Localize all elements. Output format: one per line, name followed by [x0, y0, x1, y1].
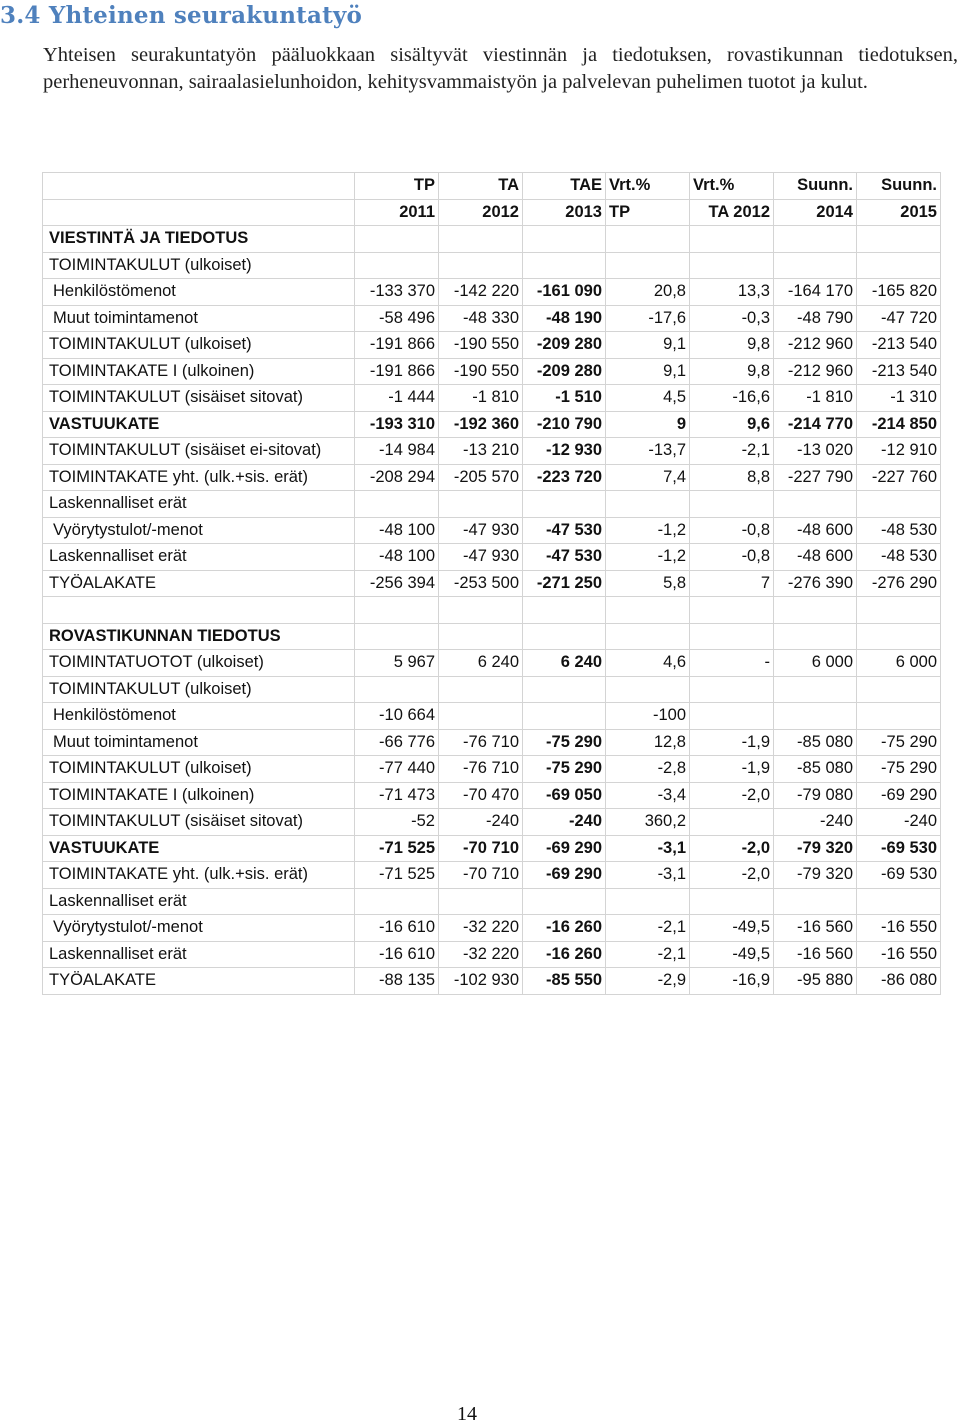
value-cell [523, 252, 606, 279]
value-cell: -16 610 [355, 915, 439, 942]
value-cell: -75 290 [857, 729, 941, 756]
value-cell: -16,9 [690, 968, 774, 995]
table-row [43, 491, 941, 518]
value-cell: 360,2 [606, 809, 690, 836]
value-cell [857, 491, 941, 518]
row-label: TOIMINTAKULUT (ulkoiset) [43, 756, 355, 783]
value-cell: -191 866 [355, 358, 439, 385]
value-cell: -133 370 [355, 279, 439, 306]
table-row [43, 915, 941, 942]
value-cell: -190 550 [439, 332, 523, 359]
value-cell: -1 810 [774, 385, 857, 412]
value-cell: 6 000 [857, 650, 941, 677]
value-cell [523, 226, 606, 253]
value-cell: 9 [606, 411, 690, 438]
value-cell: -79 320 [774, 835, 857, 862]
value-cell [857, 226, 941, 253]
value-cell: -71 525 [355, 862, 439, 889]
value-cell: -0,8 [690, 544, 774, 571]
value-cell: -227 760 [857, 464, 941, 491]
value-cell [690, 676, 774, 703]
table-row [43, 544, 941, 571]
value-cell: -32 220 [439, 941, 523, 968]
value-cell [523, 676, 606, 703]
value-cell: 9,8 [690, 358, 774, 385]
value-cell: -69 530 [857, 862, 941, 889]
value-cell [523, 888, 606, 915]
value-cell [439, 676, 523, 703]
table-row [43, 650, 941, 677]
row-label: Henkilöstömenot [43, 279, 355, 306]
value-cell: -16 550 [857, 941, 941, 968]
value-cell [606, 676, 690, 703]
value-cell [690, 226, 774, 253]
value-cell [606, 226, 690, 253]
row-label: TOIMINTAKULUT (sisäiset sitovat) [43, 385, 355, 412]
value-cell [690, 597, 774, 624]
row-label: VASTUUKATE [43, 835, 355, 862]
value-cell: -213 540 [857, 332, 941, 359]
row-label: TOIMINTAKATE I (ulkoinen) [43, 358, 355, 385]
value-cell: -212 960 [774, 332, 857, 359]
value-cell [523, 703, 606, 730]
row-label: Henkilöstömenot [43, 703, 355, 730]
value-cell: 7 [690, 570, 774, 597]
table-row [43, 252, 941, 279]
header-cell: 2015 [857, 199, 941, 226]
header-cell: TP [606, 199, 690, 226]
header-row-1 [43, 173, 941, 200]
value-cell: -1 444 [355, 385, 439, 412]
value-cell: -48 530 [857, 544, 941, 571]
row-label: ROVASTIKUNNAN TIEDOTUS [43, 623, 355, 650]
value-cell [355, 252, 439, 279]
value-cell: -209 280 [523, 332, 606, 359]
row-label: Vyörytystulot/-menot [43, 915, 355, 942]
row-label: TYÖALAKATE [43, 968, 355, 995]
value-cell [774, 597, 857, 624]
value-cell: -240 [774, 809, 857, 836]
value-cell [774, 623, 857, 650]
table-row [43, 597, 941, 624]
header-cell: 2012 [439, 199, 523, 226]
value-cell: -240 [857, 809, 941, 836]
value-cell: -102 930 [439, 968, 523, 995]
value-cell: -32 220 [439, 915, 523, 942]
table-row [43, 782, 941, 809]
table-row [43, 438, 941, 465]
header-cell: TA [439, 173, 523, 200]
table-row [43, 809, 941, 836]
value-cell: -16 550 [857, 915, 941, 942]
table-row [43, 888, 941, 915]
value-cell: -223 720 [523, 464, 606, 491]
value-cell: -161 090 [523, 279, 606, 306]
value-cell [857, 703, 941, 730]
value-cell: -276 290 [857, 570, 941, 597]
value-cell: -14 984 [355, 438, 439, 465]
value-cell: 20,8 [606, 279, 690, 306]
value-cell [355, 491, 439, 518]
value-cell [523, 623, 606, 650]
value-cell: -240 [523, 809, 606, 836]
value-cell: -16,6 [690, 385, 774, 412]
value-cell [439, 623, 523, 650]
header-row-2 [43, 199, 941, 226]
value-cell: -191 866 [355, 332, 439, 359]
value-cell: -1 310 [857, 385, 941, 412]
value-cell: -2,1 [690, 438, 774, 465]
value-cell: -79 080 [774, 782, 857, 809]
table-row [43, 332, 941, 359]
value-cell [439, 252, 523, 279]
value-cell [355, 226, 439, 253]
value-cell: -3,1 [606, 835, 690, 862]
page-number: 14 [457, 1403, 477, 1425]
value-cell [523, 597, 606, 624]
value-cell: -70 470 [439, 782, 523, 809]
value-cell [355, 888, 439, 915]
value-cell: -75 290 [523, 729, 606, 756]
value-cell: -86 080 [857, 968, 941, 995]
value-cell: -49,5 [690, 915, 774, 942]
value-cell [523, 491, 606, 518]
value-cell: -227 790 [774, 464, 857, 491]
value-cell [439, 226, 523, 253]
value-cell: -13,7 [606, 438, 690, 465]
row-label: Muut toimintamenot [43, 305, 355, 332]
table-row [43, 862, 941, 889]
value-cell: -76 710 [439, 729, 523, 756]
row-label: TOIMINTATUOTOT (ulkoiset) [43, 650, 355, 677]
value-cell: -47 720 [857, 305, 941, 332]
value-cell [606, 888, 690, 915]
header-cell: TP [355, 173, 439, 200]
header-corner [43, 199, 355, 226]
value-cell: 9,6 [690, 411, 774, 438]
row-label: TOIMINTAKATE yht. (ulk.+sis. erät) [43, 464, 355, 491]
table-row [43, 570, 941, 597]
row-label: TOIMINTAKATE yht. (ulk.+sis. erät) [43, 862, 355, 889]
value-cell: -214 850 [857, 411, 941, 438]
value-cell: -48 330 [439, 305, 523, 332]
value-cell [690, 809, 774, 836]
value-cell: -47 530 [523, 517, 606, 544]
value-cell: -210 790 [523, 411, 606, 438]
row-label: TOIMINTAKATE I (ulkoinen) [43, 782, 355, 809]
header-cell: TA 2012 [690, 199, 774, 226]
value-cell: -2,0 [690, 835, 774, 862]
value-cell: -2,8 [606, 756, 690, 783]
row-label: TOIMINTAKULUT (sisäiset ei-sitovat) [43, 438, 355, 465]
row-label: Laskennalliset erät [43, 888, 355, 915]
value-cell: -2,1 [606, 941, 690, 968]
value-cell: -48 190 [523, 305, 606, 332]
value-cell: -88 135 [355, 968, 439, 995]
value-cell: -213 540 [857, 358, 941, 385]
header-cell: Vrt.% [606, 173, 690, 200]
value-cell: -1 810 [439, 385, 523, 412]
table-row [43, 411, 941, 438]
value-cell: -142 220 [439, 279, 523, 306]
value-cell: -2,0 [690, 782, 774, 809]
value-cell [857, 676, 941, 703]
value-cell: 9,8 [690, 332, 774, 359]
header-cell: Suunn. [857, 173, 941, 200]
header-cell: Vrt.% [690, 173, 774, 200]
value-cell [355, 676, 439, 703]
value-cell [774, 703, 857, 730]
table-row [43, 517, 941, 544]
value-cell: 6 000 [774, 650, 857, 677]
value-cell [606, 491, 690, 518]
value-cell: -212 960 [774, 358, 857, 385]
value-cell: -256 394 [355, 570, 439, 597]
value-cell: -1,9 [690, 729, 774, 756]
value-cell: -69 290 [523, 835, 606, 862]
row-label: Muut toimintamenot [43, 729, 355, 756]
value-cell [606, 252, 690, 279]
value-cell: -47 930 [439, 517, 523, 544]
value-cell: 8,8 [690, 464, 774, 491]
value-cell: -48 790 [774, 305, 857, 332]
value-cell: 12,8 [606, 729, 690, 756]
section-heading: 3.4 Yhteinen seurakuntatyö [0, 2, 363, 29]
value-cell: -2,0 [690, 862, 774, 889]
value-cell [857, 623, 941, 650]
table-row [43, 676, 941, 703]
value-cell: -16 560 [774, 915, 857, 942]
value-cell: 5 967 [355, 650, 439, 677]
value-cell [606, 623, 690, 650]
value-cell [774, 226, 857, 253]
value-cell: -77 440 [355, 756, 439, 783]
value-cell [774, 252, 857, 279]
section-header-row [43, 226, 941, 253]
row-label: TOIMINTAKULUT (ulkoiset) [43, 676, 355, 703]
table-row [43, 305, 941, 332]
value-cell: -95 880 [774, 968, 857, 995]
row-label: TOIMINTAKULUT (ulkoiset) [43, 252, 355, 279]
value-cell: -209 280 [523, 358, 606, 385]
value-cell: -12 910 [857, 438, 941, 465]
value-cell: -1,2 [606, 517, 690, 544]
value-cell: 4,6 [606, 650, 690, 677]
value-cell: -85 080 [774, 729, 857, 756]
value-cell: -192 360 [439, 411, 523, 438]
value-cell: -85 550 [523, 968, 606, 995]
value-cell: -164 170 [774, 279, 857, 306]
table-row [43, 835, 941, 862]
row-label: VIESTINTÄ JA TIEDOTUS [43, 226, 355, 253]
header-cell: 2013 [523, 199, 606, 226]
table-row [43, 941, 941, 968]
value-cell [690, 252, 774, 279]
value-cell: -70 710 [439, 862, 523, 889]
value-cell: -47 530 [523, 544, 606, 571]
value-cell: 4,5 [606, 385, 690, 412]
value-cell [857, 252, 941, 279]
section-header-row [43, 623, 941, 650]
value-cell: -75 290 [523, 756, 606, 783]
value-cell: 13,3 [690, 279, 774, 306]
value-cell: -12 930 [523, 438, 606, 465]
value-cell: -58 496 [355, 305, 439, 332]
value-cell: -48 600 [774, 517, 857, 544]
value-cell: -69 290 [857, 782, 941, 809]
value-cell: -70 710 [439, 835, 523, 862]
value-cell [857, 597, 941, 624]
value-cell: 6 240 [523, 650, 606, 677]
value-cell: -1 510 [523, 385, 606, 412]
value-cell: - [690, 650, 774, 677]
value-cell: -3,4 [606, 782, 690, 809]
row-label: Vyörytystulot/-menot [43, 517, 355, 544]
row-label: TOIMINTAKULUT (sisäiset sitovat) [43, 809, 355, 836]
value-cell: -165 820 [857, 279, 941, 306]
value-cell: 9,1 [606, 358, 690, 385]
value-cell: 6 240 [439, 650, 523, 677]
value-cell: 7,4 [606, 464, 690, 491]
value-cell: -66 776 [355, 729, 439, 756]
value-cell: -69 530 [857, 835, 941, 862]
value-cell: -205 570 [439, 464, 523, 491]
value-cell [606, 597, 690, 624]
value-cell: -48 530 [857, 517, 941, 544]
value-cell: -69 290 [523, 862, 606, 889]
value-cell: -276 390 [774, 570, 857, 597]
value-cell: -3,1 [606, 862, 690, 889]
value-cell: -13 020 [774, 438, 857, 465]
value-cell: -190 550 [439, 358, 523, 385]
value-cell: -214 770 [774, 411, 857, 438]
value-cell: -1,9 [690, 756, 774, 783]
budget-table [42, 172, 941, 995]
intro-paragraph: Yhteisen seurakuntatyön pääluokkaan sisältyvät viestinnän ja tiedotuksen, rovastikunnan tiedotuksen, perheneuvonnan, sairaalasielunhoidon, kehitysvammaistyön ja palvelevan puhelimen tuotot ja kulut. [43, 44, 958, 93]
table-row [43, 358, 941, 385]
value-cell: -0,8 [690, 517, 774, 544]
value-cell: -48 100 [355, 517, 439, 544]
table-row [43, 385, 941, 412]
value-cell: -69 050 [523, 782, 606, 809]
header-cell: 2011 [355, 199, 439, 226]
table-row [43, 729, 941, 756]
header-corner [43, 173, 355, 200]
value-cell: -47 930 [439, 544, 523, 571]
row-label: Laskennalliset erät [43, 544, 355, 571]
value-cell: 9,1 [606, 332, 690, 359]
value-cell: -48 100 [355, 544, 439, 571]
row-label: TOIMINTAKULUT (ulkoiset) [43, 332, 355, 359]
value-cell [690, 703, 774, 730]
value-cell [355, 623, 439, 650]
value-cell: -48 600 [774, 544, 857, 571]
value-cell: -17,6 [606, 305, 690, 332]
value-cell: -193 310 [355, 411, 439, 438]
value-cell: -240 [439, 809, 523, 836]
value-cell: -79 320 [774, 862, 857, 889]
row-label: Laskennalliset erät [43, 491, 355, 518]
row-label: Laskennalliset erät [43, 941, 355, 968]
table-row [43, 756, 941, 783]
value-cell: -76 710 [439, 756, 523, 783]
value-cell: 5,8 [606, 570, 690, 597]
value-cell: -2,9 [606, 968, 690, 995]
table-row [43, 279, 941, 306]
value-cell: -71 525 [355, 835, 439, 862]
value-cell [857, 888, 941, 915]
value-cell: -16 560 [774, 941, 857, 968]
value-cell: -100 [606, 703, 690, 730]
value-cell: -13 210 [439, 438, 523, 465]
value-cell: -75 290 [857, 756, 941, 783]
value-cell [439, 703, 523, 730]
value-cell [439, 491, 523, 518]
value-cell: -85 080 [774, 756, 857, 783]
table-row [43, 703, 941, 730]
value-cell: -52 [355, 809, 439, 836]
value-cell: -10 664 [355, 703, 439, 730]
value-cell [439, 597, 523, 624]
header-cell: Suunn. [774, 173, 857, 200]
value-cell [439, 888, 523, 915]
value-cell: -2,1 [606, 915, 690, 942]
value-cell [690, 888, 774, 915]
value-cell [774, 888, 857, 915]
row-label: TYÖALAKATE [43, 570, 355, 597]
value-cell: -1,2 [606, 544, 690, 571]
value-cell [690, 491, 774, 518]
value-cell: -16 610 [355, 941, 439, 968]
table-row [43, 968, 941, 995]
value-cell [355, 597, 439, 624]
value-cell: -253 500 [439, 570, 523, 597]
row-label: VASTUUKATE [43, 411, 355, 438]
table-row [43, 464, 941, 491]
header-cell: TAE [523, 173, 606, 200]
value-cell [690, 623, 774, 650]
value-cell: -208 294 [355, 464, 439, 491]
row-label [43, 597, 355, 624]
value-cell: -16 260 [523, 915, 606, 942]
value-cell: -16 260 [523, 941, 606, 968]
value-cell: -49,5 [690, 941, 774, 968]
value-cell: -71 473 [355, 782, 439, 809]
header-cell: 2014 [774, 199, 857, 226]
value-cell: -0,3 [690, 305, 774, 332]
value-cell: -271 250 [523, 570, 606, 597]
value-cell [774, 676, 857, 703]
value-cell [774, 491, 857, 518]
